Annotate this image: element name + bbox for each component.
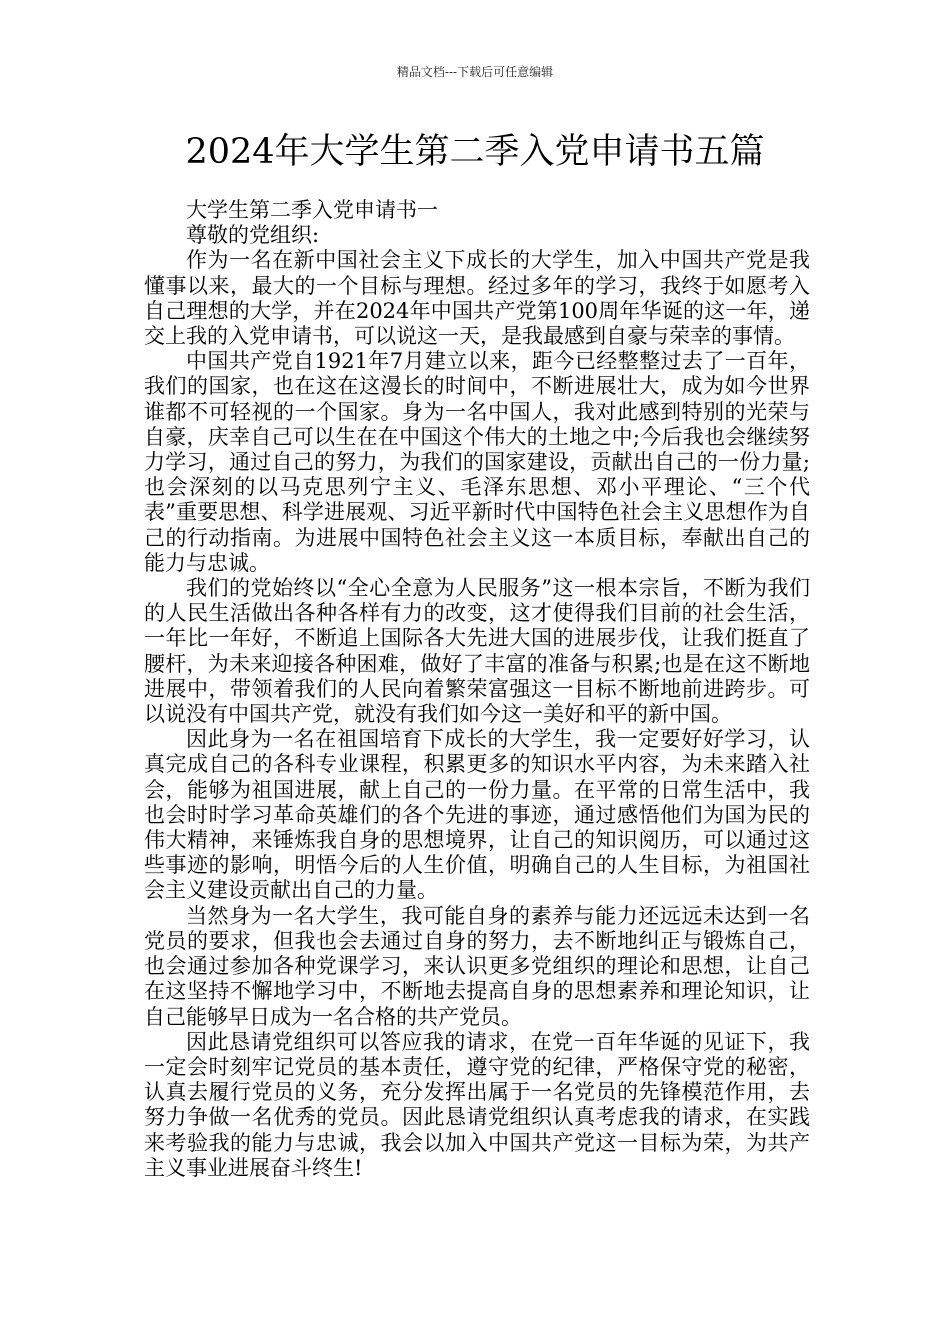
document-title: 2024年大学生第二季入党申请书五篇 <box>185 132 765 172</box>
salutation: 尊敬的党组织: <box>186 223 320 248</box>
document-body <box>144 198 810 1181</box>
body-paragraph: 因此恳请党组织可以答应我的请求，在党一百年华诞的见证下，我一定会时刻牢记党员的基本责任，遵守党的纪律，严格保守党的秘密，认真去履行党员的义务，充分发挥出属于一名党员的先锋模范作用，去努力争做一名优秀的党员。因此恳请党组织认真考虑我的请求，在实践来考验我的能力与忠诚，我会以加入中国共产党这一目标为荣，为共产主义事业进展奋斗终生! <box>144 1029 810 1180</box>
body-paragraph: 作为一名在新中国社会主义下成长的大学生，加入中国共产党是我懂事以来，最大的一个目标与理想。经过多年的学习，我终于如愿考入自己理想的大学，并在2024年中国共产党第100周年华诞的这一年，递交上我的入党申请书，可以说这一天，是我最感到自豪与荣幸的事情。 <box>144 248 810 349</box>
body-paragraph: 当然身为一名大学生，我可能自身的素养与能力还远远未达到一名党员的要求，但我也会去通过自身的努力，去不断地纠正与锻炼自己，也会通过参加各种党课学习，来认识更多党组织的理论和思想，让自己在这坚持不懈地学习中，不断地去提高自身的思想素养和理论知识，让自己能够早日成为一名合格的共产党员。 <box>144 903 810 1029</box>
body-paragraph: 我们的党始终以“全心全意为人民服务”这一根本宗旨，不断为我们的人民生活做出各种各样有力的改变，这才使得我们目前的社会生活，一年比一年好，不断追上国际各大先进大国的进展步伐，让我们挺直了腰杆，为未来迎接各种困难，做好了丰富的准备与积累;也是在这不断地进展中，带领着我们的人民向着繁荣富强这一目标不断地前进跨步。可以说没有中国共产党，就没有我们如今这一美好和平的新中国。 <box>144 576 810 727</box>
document-subtitle: 大学生第二季入党申请书一 <box>186 198 438 222</box>
body-paragraph: 中国共产党自1921年7月建立以来，距今已经整整过去了一百年，我们的国家，也在这在这漫长的时间中，不断进展壮大，成为如今世界谁都不可轻视的一个国家。身为一名中国人，我对此感到特别的光荣与自豪，庆幸自己可以生在在中国这个伟大的土地之中;今后我也会继续努力学习，通过自己的努力，为我们的国家建设，贡献出自己的一份力量;也会深刻的以马克思列宁主义、毛泽东思想、邓小平理论、“三个代表”重要思想、科学进展观、习近平新时代中国特色社会主义思想作为自己的行动指南。为进展中国特色社会主义这一本质目标，奉献出自己的能力与忠诚。 <box>144 349 810 575</box>
page-header-note: 精品文档---下载后可任意编辑 <box>396 65 554 79</box>
body-paragraph: 因此身为一名在祖国培育下成长的大学生，我一定要好好学习，认真完成自己的各科专业课程，积累更多的知识水平内容，为未来踏入社会，能够为祖国进展，献上自己的一份力量。在平常的日常生活中，我也会时时学习革命英雄们的各个先进的事迹，通过感悟他们为国为民的伟大精神，来锤炼我自身的思想境界，让自己的知识阅历，可以通过这些事迹的影响，明悟今后的人生价值，明确自己的人生目标，为祖国社会主义建设贡献出自己的力量。 <box>144 727 810 903</box>
